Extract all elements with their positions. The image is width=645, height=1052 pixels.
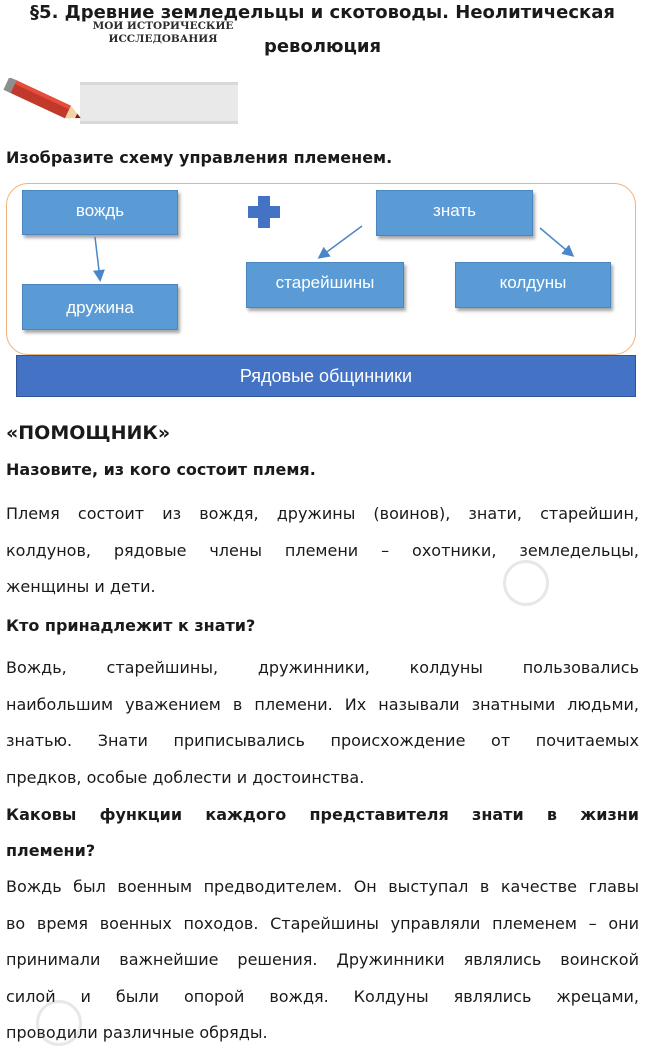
box-elders: старейшины: [246, 262, 404, 308]
watermark-circle: [36, 1000, 82, 1046]
box-chief: вождь: [22, 190, 178, 235]
answer-3-line: во время военных походов. Старейшины управляли племенем – они: [6, 913, 639, 933]
answer-2-line: Вождь, старейшины, дружинники, колдуны пользовались: [6, 658, 639, 677]
question-3-line: Каковы функции каждого представителя знати в жизни: [6, 805, 639, 824]
box-ordinary-members: Рядовые общинники: [16, 355, 636, 397]
answer-3-line: Вождь был военным предводителем. Он выступал в качестве главы: [6, 877, 639, 896]
answer-1-line: женщины и дети.: [6, 577, 156, 596]
page-title-line-1: §5. Древние земледельцы и скотоводы. Неолитическая: [30, 2, 615, 23]
plus-icon: [246, 194, 282, 230]
box-sorcerers: колдуны: [455, 262, 611, 308]
task-heading: Изобразите схему управления племенем.: [6, 148, 393, 167]
answer-2-line: предков, особые доблести и достоинства.: [6, 767, 365, 787]
watermark-circle: [503, 560, 549, 606]
helper-heading: «ПОМОЩНИК»: [6, 422, 171, 444]
answer-1-line: Племя состоит из вождя, дружины (воинов), знати, старейшин,: [6, 504, 639, 523]
answer-2-line: наибольшим уважением в племени. Их называли знатными людьми,: [6, 694, 639, 714]
answer-3-line: силой и были опорой вождя. Колдуны являлись жрецами,: [6, 986, 639, 1006]
banner-box: [80, 82, 238, 124]
question-2: Кто принадлежит к знати?: [6, 616, 256, 635]
box-retinue: дружина: [22, 284, 178, 330]
box-nobility: знать: [376, 190, 533, 236]
pencil-icon: [2, 78, 86, 126]
question-1: Назовите, из кого состоит племя.: [6, 460, 316, 479]
answer-2-line: знатью. Знати приписывались происхождение от почитаемых: [6, 731, 639, 750]
answer-3-line: принимали важнейшие решения. Дружинники являлись воинской: [6, 950, 639, 969]
banner-text: МОИ ИСТОРИЧЕСКИЕ ИССЛЕДОВАНИЯ: [92, 20, 234, 45]
answer-1-line: колдунов, рядовые члены племени – охотники, земледельцы,: [6, 540, 639, 560]
answer-2: [6, 650, 639, 796]
answer-3: [6, 869, 639, 1052]
question-3: [6, 797, 639, 869]
question-3-line: племени?: [6, 841, 96, 860]
page-title-line-2: революция: [263, 36, 382, 57]
answer-3-line: проводили различные обряды.: [6, 1023, 268, 1042]
